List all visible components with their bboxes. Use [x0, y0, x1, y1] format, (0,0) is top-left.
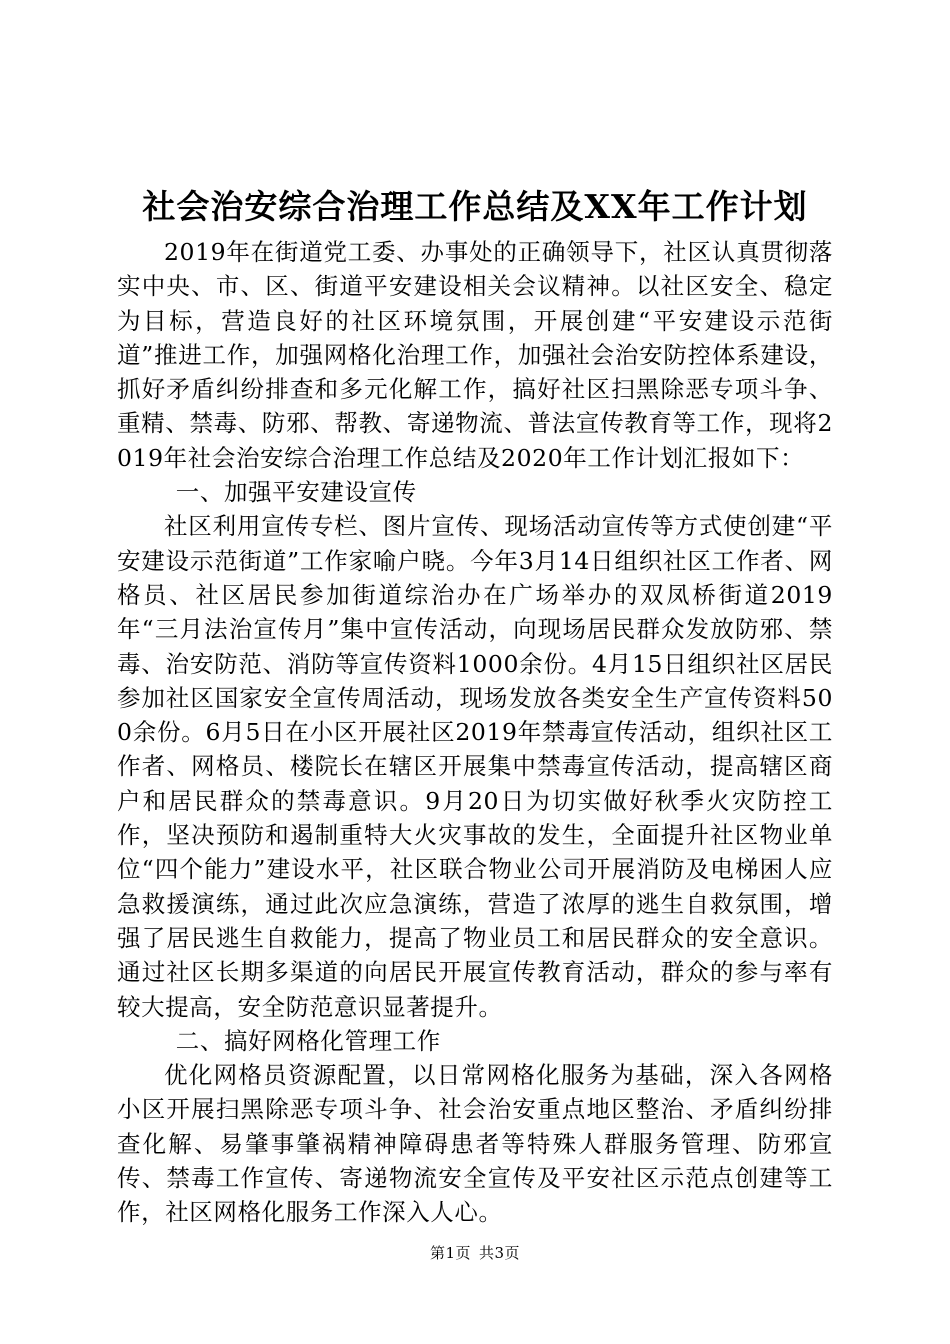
document-body: [117, 235, 833, 1230]
document-title: 社会治安综合治理工作总结及XX年工作计划: [142, 187, 808, 226]
section-1-paragraph: 社区利用宣传专栏、图片宣传、现场活动宣传等方式使创建“平安建设示范街道”工作家喻户晓。今年3月14日组织社区工作者、网格员、社区居民参加街道综治办在广场举办的双凤桥街道2019年“三月法治宣传月”集中宣传活动，向现场居民群众发放防邪、禁毒、治安防范、消防等宣传资料1000余份。4月15日组织社区居民参加社区国家安全宣传周活动，现场发放各类安全生产宣传资料500余份。6月5日在小区开展社区2019年禁毒宣传活动，组织社区工作者、网格员、楼院长在辖区开展集中禁毒宣传活动，提高辖区商户和居民群众的禁毒意识。9月20日为切实做好秋季火灾防控工作，坚决预防和遏制重特大火灾事故的发生，全面提升社区物业单位“四个能力”建设水平，社区联合物业公司开展消防及电梯困人应急救援演练，通过此次应急演练，营造了浓厚的逃生自救氛围，增强了居民逃生自救能力，提高了物业员工和居民群众的安全意识。通过社区长期多渠道的向居民开展宣传教育活动，群众的参与率有较大提高，安全防范意识显著提升。: [117, 512, 833, 1021]
page-footer: [0, 1243, 950, 1263]
page-total: 共3页: [479, 1244, 521, 1262]
section-heading-2: 二、搞好网格化管理工作: [175, 1026, 441, 1055]
intro-paragraph: 2019年在街道党工委、办事处的正确领导下，社区认真贯彻落实中央、市、区、街道平安建设相关会议精神。以社区安全、稳定为目标，营造良好的社区环境氛围，开展创建“平安建设示范街道”推进工作，加强网格化治理工作，加强社会治安防控体系建设，抓好矛盾纠纷排查和多元化解工作，搞好社区扫黑除恶专项斗争、重精、禁毒、防邪、帮教、寄递物流、普法宣传教育等工作，现将2019年社会治安综合治理工作总结及2020年工作计划汇报如下：: [117, 238, 833, 472]
section-2-paragraph: 优化网格员资源配置，以日常网格化服务为基础，深入各网格小区开展扫黑除恶专项斗争、社会治安重点地区整治、矛盾纠纷排查化解、易肇事肇祸精神障碍患者等特殊人群服务管理、防邪宣传、禁毒工作宣传、寄递物流安全宣传及平安社区示范点创建等工作，社区网格化服务工作深入人心。: [117, 1061, 833, 1227]
section-heading-1: 一、加强平安建设宣传: [175, 478, 417, 507]
page-number: 第1页: [429, 1244, 471, 1262]
